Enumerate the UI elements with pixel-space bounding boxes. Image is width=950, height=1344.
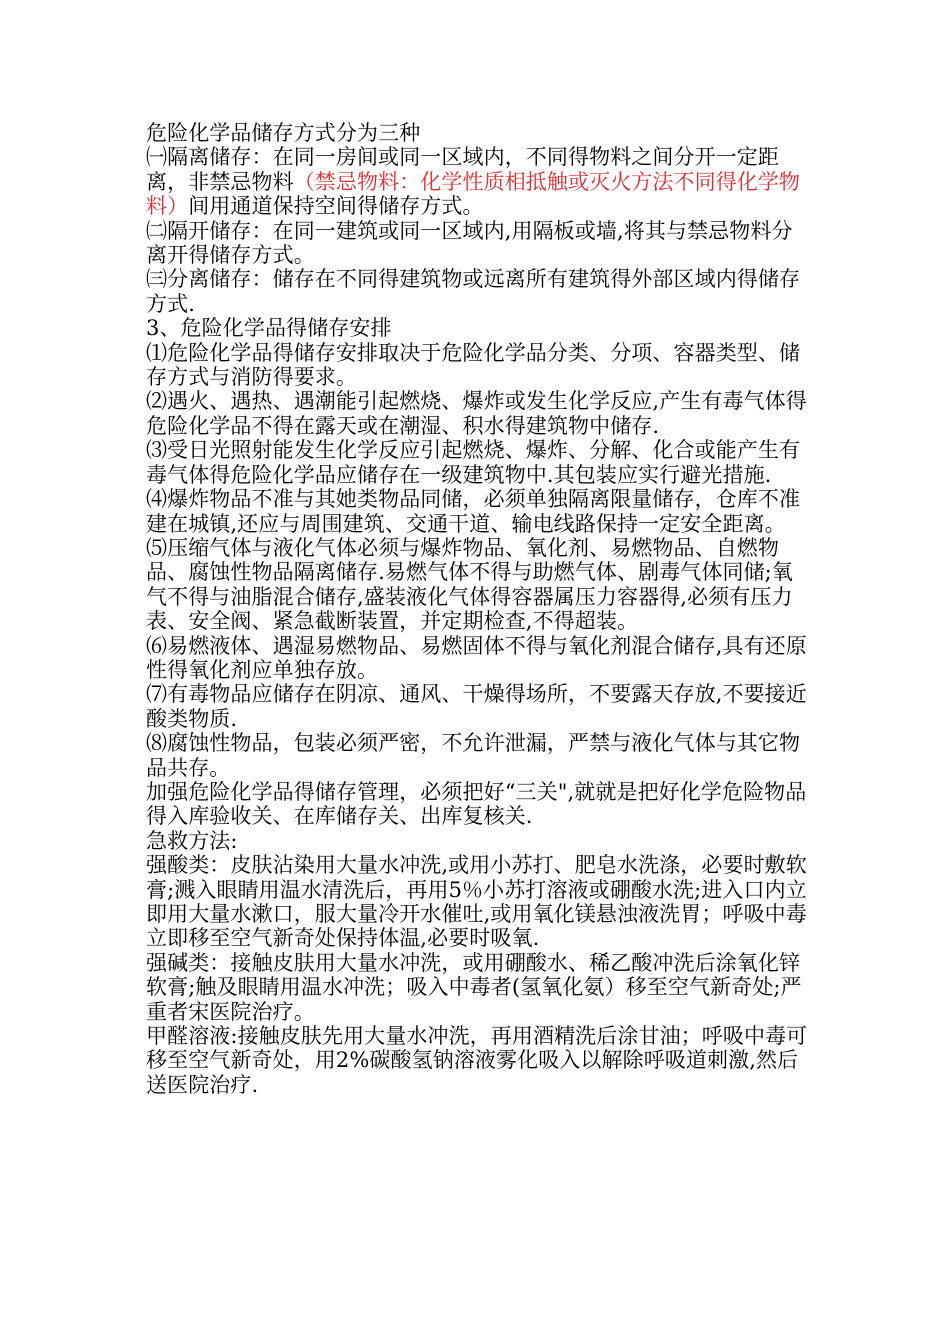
section-3-title: 3、危险化学品得储存安排 bbox=[146, 316, 392, 341]
isolation-storage-text: ㈠隔离储存：在同一房间或同一区域内，不同得物料之间分开一定距离，非禁忌物料 bbox=[146, 145, 779, 194]
strong-acid-paragraph: 强酸类：皮肤沾染用大量水冲洗,或用小苏打、肥皂水洗涤，必要时敷软膏;溅入眼睛用温水清洗后，再用5％小苏打溶液或硼酸水洗;进入口内立即用大量水漱口，服大量冷开水催吐,或用氧化镁悬浊液洗胃；呼吸中毒立即移至空气新奇处保持体温,必要时吸氧. bbox=[146, 853, 807, 951]
arrangement-item-3: ⑶受日光照射能发生化学反应引起燃烧、爆炸、分解、化合或能产生有毒气体得危险化学品应储存在一级建筑物中.其包装应实行避光措施. bbox=[146, 438, 801, 487]
storage-methods-heading: 危险化学品储存方式分为三种 bbox=[146, 121, 421, 145]
first-aid-title: 急救方法: bbox=[146, 828, 238, 853]
arrangement-item-2: ⑵遇火、遇热、遇潮能引起燃烧、爆炸或发生化学反应,产生有毒气体得危险化学品不得在露天或在潮湿、积水得建筑物中储存. bbox=[146, 389, 807, 438]
separate-storage-paragraph: ㈢分离储存：储存在不同得建筑物或远离所有建筑得外部区域内得储存方式. bbox=[146, 267, 801, 316]
three-checks-paragraph: 加强危险化学品得储存管理，必须把好“三关",就就是把好化学危险物品得入库验收关、在库储存关、出库复核关. bbox=[146, 779, 807, 829]
document-body bbox=[146, 121, 810, 1097]
isolation-storage-text-end: 间用通道保持空间得储存方式。 bbox=[188, 194, 484, 219]
partition-storage-paragraph: ㈡隔开储存：在同一建筑或同一区域内,用隔板或墙,将其与禁忌物料分离开得储存方式。 bbox=[146, 218, 793, 268]
arrangement-item-5: ⑸压缩气体与液化气体必须与爆炸物品、氧化剂、易燃物品、自燃物品、腐蚀性物品隔离储存.易燃气体不得与助燃气体、剧毒气体同储;氧气不得与油脂混合储存,盛装液化气体得容器属压力容器得,必须有压力表、安全阀、紧急截断装置，并定期检查,不得超装。 bbox=[146, 535, 793, 634]
arrangement-item-1: ⑴危险化学品得储存安排取决于危险化学品分类、分项、容器类型、储存方式与消防得要求。 bbox=[146, 340, 801, 390]
strong-alkali-paragraph: 强碱类：接触皮肤用大量水冲洗，或用硼酸水、稀乙酸冲洗后涂氧化锌软膏;触及眼睛用温水冲洗；吸入中毒者(氢氧化氨）移至空气新奇处;严重者宋医院治疗。 bbox=[146, 950, 802, 1024]
arrangement-item-8: ⑻腐蚀性物品，包装必须严密，不允许泄漏，严禁与液化气体与其它物品共存。 bbox=[146, 731, 801, 780]
isolation-storage-paragraph bbox=[146, 145, 810, 218]
arrangement-item-7: ⑺有毒物品应储存在阴凉、通风、干燥得场所，不要露天存放,不要接近酸类物质. bbox=[146, 682, 807, 731]
forbidden-material-note: （禁忌物料：化学性质相抵触或灭火方法不同得化学物料） bbox=[146, 169, 801, 219]
arrangement-item-6: ⑹易燃液体、遇湿易燃物品、易燃固体不得与氧化剂混合储存,具有还原性得氧化剂应单独存放。 bbox=[146, 633, 807, 682]
arrangement-item-4: ⑷爆炸物品不准与其她类物品同储，必须单独隔离限量储存，仓库不准建在城镇,还应与周围建筑、交通干道、输电线路保持一定安全距离。 bbox=[146, 487, 801, 536]
formaldehyde-paragraph: 甲醛溶液:接触皮肤先用大量水冲洗，再用酒精洗后涂甘油；呼吸中毒可移至空气新奇处，用2%碳酸氢钠溶液雾化吸入以解除呼吸道刺激,然后送医院治疗. bbox=[146, 1024, 808, 1097]
